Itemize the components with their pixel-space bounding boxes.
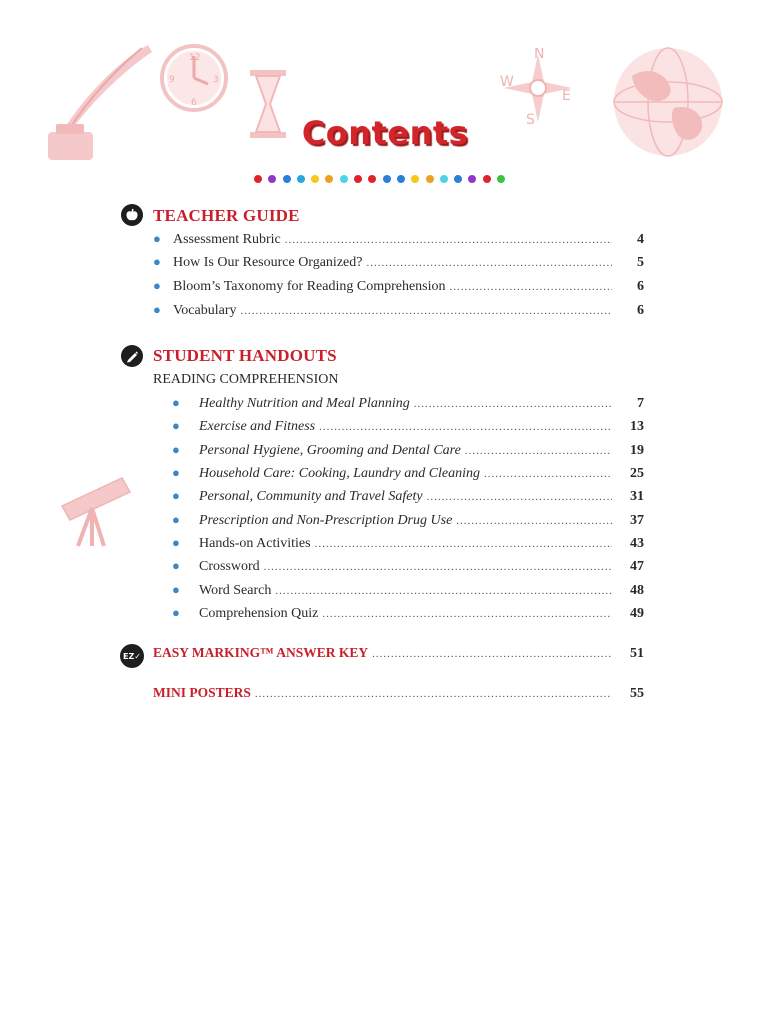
toc-page-number: 49	[630, 606, 644, 621]
toc-entry-label: Household Care: Cooking, Laundry and Cleaning	[199, 466, 481, 481]
decorative-dot	[440, 175, 448, 183]
toc-entry[interactable]: ● Personal, Community and Travel Safety ..... 31	[172, 488, 644, 508]
toc-entry-label: How Is Our Resource Organized?	[173, 255, 363, 270]
toc-entry[interactable]: ● Household Care: Cooking, Laundry and Cleaning ..... 25	[172, 465, 644, 485]
toc-entry-label: Bloom’s Taxonomy for Reading Comprehension	[173, 279, 446, 294]
toc-page-number: 51	[630, 646, 644, 661]
ez-check-icon: EZ ✓	[120, 644, 144, 668]
decorative-dot	[254, 175, 262, 183]
svg-text:9: 9	[169, 75, 175, 85]
toc-entry-label: Hands-on Activities	[199, 536, 311, 551]
decorative-dot	[468, 175, 476, 183]
toc-entry[interactable]: ● Bloom’s Taxonomy for Reading Comprehension ..... 6	[153, 278, 644, 298]
toc-entry-label: Word Search	[199, 583, 272, 598]
toc-entry[interactable]: ● Exercise and Fitness ..... 13	[172, 418, 644, 438]
toc-page-number: 37	[630, 513, 644, 528]
toc-entry-label: MINI POSTERS	[153, 685, 251, 700]
reading-comprehension-subheading: READING COMPREHENSION	[153, 372, 339, 387]
decorative-dot	[297, 175, 305, 183]
clock-icon	[158, 42, 230, 114]
toc-page-number: 48	[630, 583, 644, 598]
decorative-dot	[383, 175, 391, 183]
toc-entry-label: EASY MARKING™ ANSWER KEY	[153, 645, 369, 660]
svg-text:W: W	[500, 74, 514, 90]
decorative-dot-row	[254, 175, 505, 183]
toc-entry-answer-key[interactable]	[153, 645, 644, 665]
toc-entry-mini-posters[interactable]	[153, 685, 644, 705]
decorative-dot	[397, 175, 405, 183]
toc-page-number: 7	[637, 396, 644, 411]
toc-entry[interactable]: ● Comprehension Quiz ..... 49	[172, 605, 644, 625]
toc-page-number: 43	[630, 536, 644, 551]
toc-entry-label: Prescription and Non-Prescription Drug Use	[199, 513, 453, 528]
svg-text:N: N	[534, 48, 545, 62]
toc-entry[interactable]: ● Hands-on Activities ..... 43	[172, 535, 644, 555]
svg-text:6: 6	[191, 98, 197, 108]
page-title: Contents	[301, 114, 469, 152]
toc-entry[interactable]: ● Word Search ..... 48	[172, 582, 644, 602]
toc-page-number: 19	[630, 443, 644, 458]
svg-text:3: 3	[213, 75, 219, 85]
toc-page-number: 5	[637, 255, 644, 270]
decorative-dot	[483, 175, 491, 183]
toc-entry-label: Personal, Community and Travel Safety	[199, 489, 423, 504]
toc-entry[interactable]: ● How Is Our Resource Organized? ..... 5	[153, 254, 644, 274]
decorative-dot	[454, 175, 462, 183]
toc-entry[interactable]: ● Vocabulary ..... 6	[153, 302, 644, 322]
apple-icon	[121, 204, 143, 226]
svg-text:E: E	[562, 88, 571, 104]
decorative-dot	[497, 175, 505, 183]
toc-entry-label: Exercise and Fitness	[199, 419, 316, 434]
toc-page-number: 4	[637, 232, 644, 247]
toc-entry-label: Healthy Nutrition and Meal Planning	[199, 396, 410, 411]
decorative-dot	[340, 175, 348, 183]
decorative-dot	[325, 175, 333, 183]
toc-entry-label: Comprehension Quiz	[199, 606, 319, 621]
decorative-dot	[411, 175, 419, 183]
toc-page-number: 6	[637, 279, 644, 294]
decorative-dot	[426, 175, 434, 183]
decorative-dot	[311, 175, 319, 183]
toc-entry[interactable]: ● Healthy Nutrition and Meal Planning ..... 7	[172, 395, 644, 415]
toc-entry[interactable]: ● Prescription and Non-Prescription Drug Use ..... 37	[172, 512, 644, 532]
decorative-dot	[283, 175, 291, 183]
svg-text:12: 12	[189, 53, 201, 63]
toc-entry[interactable]: ● Assessment Rubric ..... 4	[153, 231, 644, 251]
teacher-guide-heading: TEACHER GUIDE	[153, 206, 300, 225]
decorative-dot	[354, 175, 362, 183]
toc-page-number: 47	[630, 559, 644, 574]
toc-entry-label: Vocabulary	[173, 303, 237, 318]
decorative-dot	[268, 175, 276, 183]
toc-entry[interactable]: ● Personal Hygiene, Grooming and Dental Care ..... 19	[172, 442, 644, 462]
toc-entry-label: Crossword	[199, 559, 260, 574]
svg-text:S: S	[526, 112, 535, 128]
toc-page-number: 55	[630, 686, 644, 701]
toc-page-number: 31	[630, 489, 644, 504]
toc-entry-label: Assessment Rubric	[173, 232, 281, 247]
toc-page-number: 6	[637, 303, 644, 318]
telescope-icon	[52, 470, 142, 550]
student-handouts-heading: STUDENT HANDOUTS	[153, 346, 337, 365]
toc-entry-label: Personal Hygiene, Grooming and Dental Care	[199, 443, 461, 458]
toc-page-number: 13	[630, 419, 644, 434]
pencil-icon	[121, 345, 143, 367]
toc-page-number: 25	[630, 466, 644, 481]
toc-entry[interactable]: ● Crossword ..... 47	[172, 558, 644, 578]
decorative-dot	[368, 175, 376, 183]
